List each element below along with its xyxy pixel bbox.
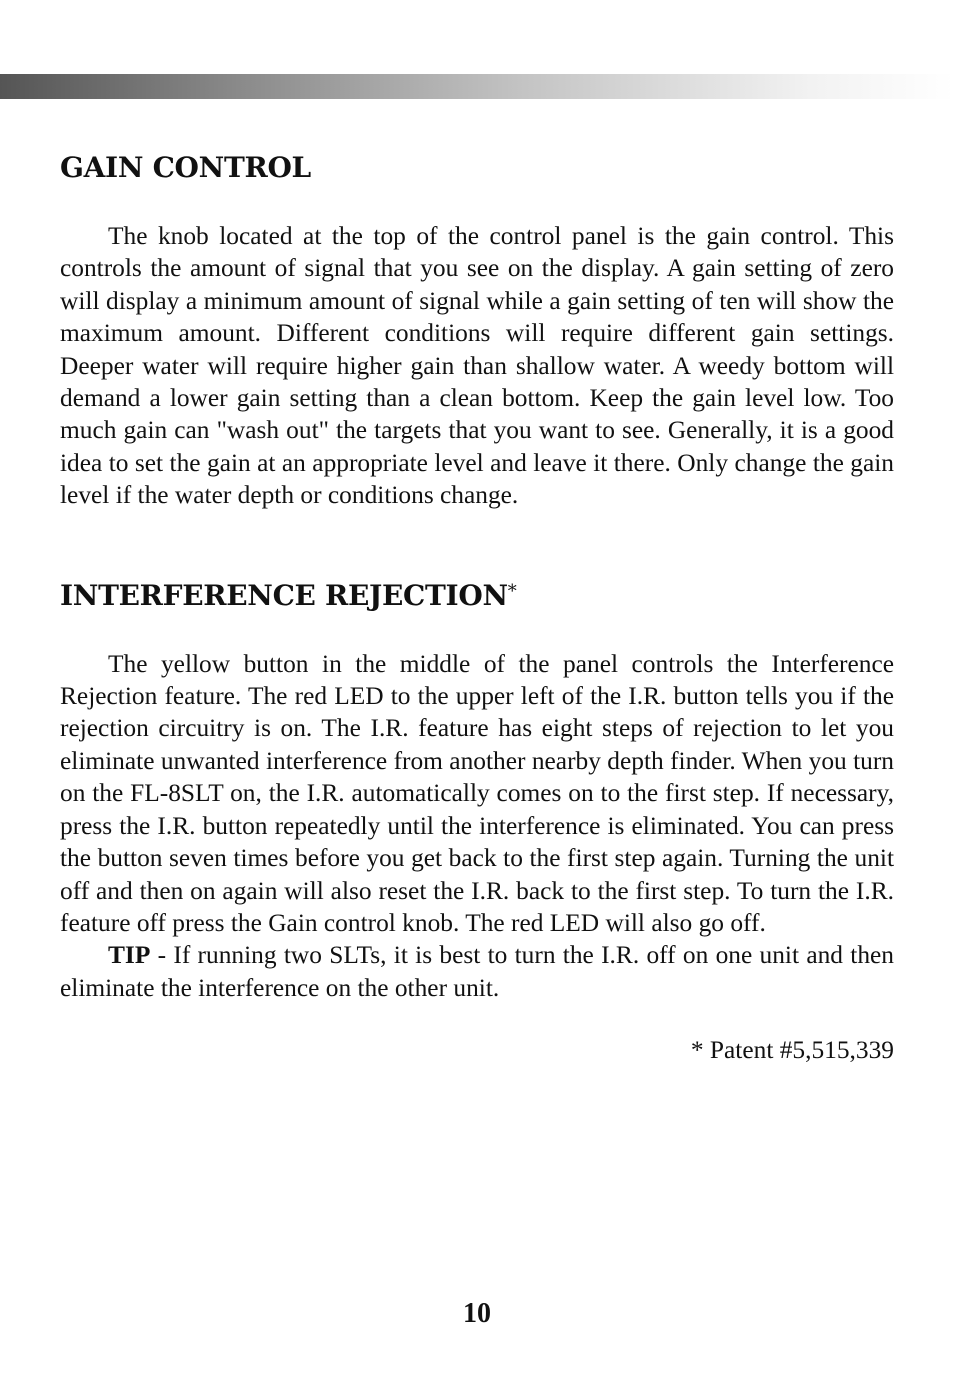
gain-control-heading: GAIN CONTROL: [60, 151, 311, 184]
page-content: [60, 148, 894, 1066]
page-number: 10: [463, 1298, 491, 1329]
interference-rejection-heading: INTERFERENCE REJECTION*: [60, 578, 517, 612]
interference-rejection-paragraph: The yellow button in the middle of the panel controls the Interference Rejection feature. The red LED to the upper left of the I.R. button tells you if the rejection circuitry is on. The I.R. feature has eight steps of rejection to let you eliminate unwanted interference from another nearby depth finder. When you turn on the FL-8SLT on, the I.R. automatically comes on to the first step. If necessary, press the I.R. button repeatedly until the interference is eliminated. You can press the button seven times before you get back to the first step again. Turning the unit off and then on again will also reset the I.R. back to the first step. To turn the I.R. feature off press the Gain control knob. The red LED will also go off.: [60, 649, 894, 937]
tip-paragraph: [60, 939, 894, 1004]
header-gradient-bar: [0, 74, 954, 99]
gain-control-paragraph: The knob located at the top of the control panel is the gain control. This controls the amount of signal that you see on the display. A gain setting of zero will display a minimum amount of signal while a gain setting of ten will show the maximum amount. Different conditions will require different gain settings. Deeper water will require higher gain than shallow water. A weedy bottom will demand a lower gain setting than a clean bottom. Keep the gain level low. Too much gain can "wash out" the targets that you want to see. Generally, it is a good idea to set the gain at an appropriate level and leave it there. Only change the gain level if the water depth or conditions change.: [60, 222, 894, 510]
patent-footnote: * Patent #5,515,339: [690, 1036, 894, 1065]
tip-text: - If running two SLTs, it is best to turn the I.R. off on one unit and then eliminate the interference on the other unit.: [60, 941, 894, 1002]
patent-asterisk: *: [507, 580, 517, 602]
tip-label: TIP: [108, 941, 151, 970]
